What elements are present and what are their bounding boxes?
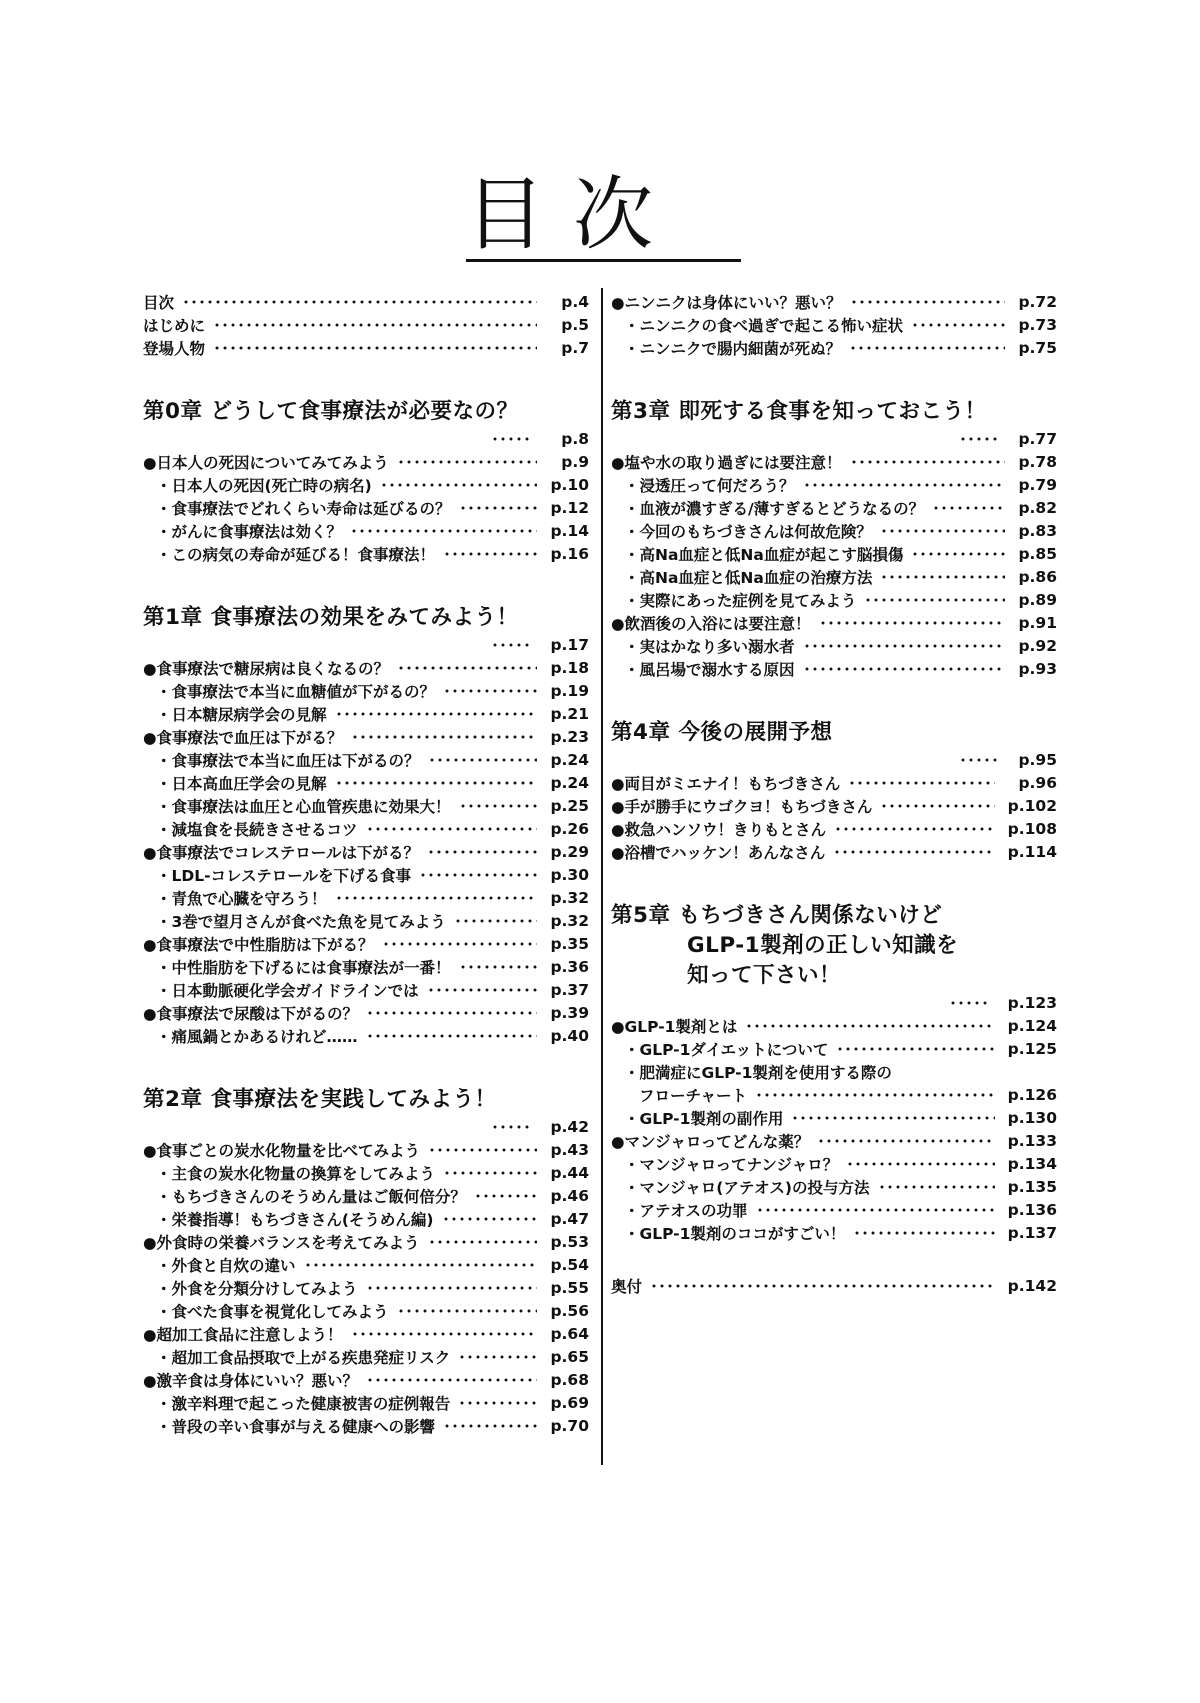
dot-leader: [491, 1125, 533, 1129]
dot-leader: [459, 804, 537, 808]
toc-subentry[interactable]: [611, 1060, 1057, 1083]
dot-leader: [428, 1148, 537, 1152]
chapter-4: [611, 718, 1057, 863]
toc-entry[interactable]: [611, 1014, 1057, 1037]
entry-label: ●食事療法でコレステロールは下がる？: [143, 843, 419, 862]
dot-leader: [335, 712, 537, 716]
dot-leader: [366, 827, 537, 831]
entry-page: p.14: [550, 521, 589, 540]
entry-label: ●食事療法で糖尿病は良くなるの？: [143, 659, 390, 678]
entry-page: p.69: [550, 1393, 589, 1412]
entry-page: p.32: [550, 888, 589, 907]
toc-subentry[interactable]: [143, 542, 589, 565]
entry-label: ・マンジャロ(アテオス)の投与方法: [624, 1178, 870, 1197]
dot-leader: [366, 1034, 537, 1038]
dot-leader: [791, 1116, 995, 1120]
toc-entry[interactable]: [143, 290, 589, 313]
entry-page: p.85: [1018, 544, 1057, 563]
toc-subentry[interactable]: [143, 794, 589, 817]
toc-subentry[interactable]: [611, 565, 1057, 588]
entry-page: p.75: [1018, 338, 1057, 357]
toc-subentry[interactable]: [611, 473, 1057, 496]
entry-label: ・日本高血圧学会の見解: [156, 774, 327, 793]
entry-page: p.78: [1018, 452, 1057, 471]
entry-label: ・ニンニクで腸内細菌が死ぬ？: [624, 339, 842, 358]
toc-subentry[interactable]: [611, 1106, 1057, 1129]
entry-label: ●両目がミエナイ！もちづきさん: [611, 774, 841, 793]
toc-subentry[interactable]: [143, 817, 589, 840]
dot-leader: [848, 781, 995, 785]
toc-subentry[interactable]: [143, 519, 589, 542]
entry-page: p.18: [550, 658, 589, 677]
entry-label: ・青魚で心臓を守ろう！: [156, 889, 327, 908]
chapter-page: p.123: [1007, 993, 1057, 1012]
entry-page: p.124: [1007, 1016, 1057, 1035]
entry-page: p.108: [1007, 819, 1057, 838]
toc-subentry[interactable]: [611, 1037, 1057, 1060]
entry-label: ・減塩食を長続きさせるコツ: [156, 820, 358, 839]
entry-label: ・血液が濃すぎる/薄すぎるとどうなるの？: [624, 499, 925, 518]
entry-page: p.4: [561, 292, 589, 311]
entry-page: p.92: [1018, 636, 1057, 655]
toc-subentry[interactable]: [143, 886, 589, 909]
entry-page: p.32: [550, 911, 589, 930]
entry-page: p.5: [561, 315, 589, 334]
chapter-1: [143, 603, 589, 1047]
entry-label: ・痛風鍋とかあるけれど……: [156, 1027, 358, 1046]
dot-leader: [834, 827, 995, 831]
toc-entry[interactable]: [143, 1230, 589, 1253]
dot-leader: [911, 323, 1005, 327]
entry-page: p.54: [550, 1255, 589, 1274]
toc-entry[interactable]: [143, 725, 589, 748]
dot-leader: [380, 483, 537, 487]
toc-entry[interactable]: [611, 1129, 1057, 1152]
entry-label: ●食事療法で中性脂肪は下がる？: [143, 935, 374, 954]
entry-page: p.10: [550, 475, 589, 494]
dot-leader: [850, 460, 1005, 464]
toc-entry[interactable]: [611, 771, 1057, 794]
toc-subentry[interactable]: [143, 771, 589, 794]
chapter-5: [611, 901, 1057, 1244]
dot-leader: [335, 896, 537, 900]
toc-subentry[interactable]: [143, 1391, 589, 1414]
entry-label: ・浸透圧って何だろう？: [624, 476, 795, 495]
entry-label: ●マンジャロってどんな薬？: [611, 1132, 810, 1151]
entry-page: p.12: [550, 498, 589, 517]
dot-leader: [350, 529, 537, 533]
toc-subentry[interactable]: [611, 519, 1057, 542]
entry-page: p.30: [550, 865, 589, 884]
toc-subentry[interactable]: [143, 978, 589, 1001]
dot-leader: [443, 689, 537, 693]
toc-entry[interactable]: [143, 840, 589, 863]
toc-subentry[interactable]: [143, 1207, 589, 1230]
dot-leader: [880, 575, 1005, 579]
chapter-page: p.95: [1018, 750, 1057, 769]
dot-leader: [182, 300, 537, 304]
toc-entry[interactable]: [143, 450, 589, 473]
entry-page: p.44: [550, 1163, 589, 1182]
toc-subentry[interactable]: [611, 336, 1057, 359]
entry-label: ●食事療法で尿酸は下がるの？: [143, 1004, 359, 1023]
chapter-title-line: 第5章 もちづきさん関係ないけど: [611, 903, 943, 928]
entry-page: p.40: [550, 1026, 589, 1045]
entry-label: ・アテオスの功罪: [624, 1201, 748, 1220]
entry-page: p.136: [1007, 1200, 1057, 1219]
dot-leader: [911, 552, 1005, 556]
toc-subentry[interactable]: [143, 1161, 589, 1184]
toc-subentry[interactable]: [611, 634, 1057, 657]
entry-label: ●食事ごとの炭水化物量を比べてみよう: [143, 1141, 421, 1160]
entry-label: ・GLP-1ダイエットについて: [624, 1040, 829, 1059]
entry-label: ・GLP-1製剤の副作用: [624, 1109, 784, 1128]
entry-label: ・外食を分類分けしてみよう: [156, 1279, 358, 1298]
toc-subentry[interactable]: [611, 1175, 1057, 1198]
entry-page: p.114: [1007, 842, 1057, 861]
toc-entry[interactable]: [143, 932, 589, 955]
toc-entry[interactable]: [611, 840, 1057, 863]
entry-label: ●激辛食は身体にいい？悪い？: [143, 1371, 359, 1390]
entry-label: ●手が勝手にウゴクヨ！もちづきさん: [611, 797, 873, 816]
entry-label: ・激辛料理で起こった健康被害の症例報告: [156, 1394, 451, 1413]
entry-label: ・普段の辛い食事が与える健康への影響: [156, 1417, 436, 1436]
toc-entry[interactable]: [143, 656, 589, 679]
toc-subentry[interactable]: [611, 657, 1057, 680]
dot-leader: [428, 758, 537, 762]
dot-leader: [458, 1401, 537, 1405]
entry-page: p.26: [550, 819, 589, 838]
entry-page: p.135: [1007, 1177, 1057, 1196]
toc-subentry[interactable]: [143, 1253, 589, 1276]
entry-page: p.35: [550, 934, 589, 953]
dot-leader: [427, 850, 537, 854]
entry-label: ●超加工食品に注意しよう！: [143, 1325, 343, 1344]
entry-label: ・日本動脈硬化学会ガイドラインでは: [156, 981, 419, 1000]
entry-page: p.130: [1007, 1108, 1057, 1127]
dot-leader: [833, 850, 995, 854]
entry-page: p.46: [550, 1186, 589, 1205]
entry-label: ・日本人の死因(死亡時の病名): [156, 476, 372, 495]
dot-leader: [949, 1001, 991, 1005]
chapter-page: p.42: [550, 1117, 589, 1136]
entry-label: ・3巻で望月さんが食べた魚を見てみよう: [156, 912, 446, 931]
entry-page: p.82: [1018, 498, 1057, 517]
colophon-entry[interactable]: [611, 1274, 1057, 1297]
toc-entry[interactable]: [143, 313, 589, 336]
dot-leader: [213, 323, 537, 327]
dot-leader: [850, 300, 1005, 304]
entry-label: ・外食と自炊の違い: [156, 1256, 296, 1275]
toc-subentry[interactable]: [611, 496, 1057, 519]
dot-leader: [755, 1093, 995, 1097]
entry-page: p.24: [550, 750, 589, 769]
dot-leader: [880, 804, 995, 808]
chapter-3: [611, 397, 1057, 680]
entry-label: ・GLP-1製剤のココがすごい！: [624, 1224, 846, 1243]
chapter-title[interactable]: 第1章 食事療法の効果をみてみよう！: [143, 605, 519, 630]
dot-leader: [878, 1185, 995, 1189]
toc-entry[interactable]: [143, 1138, 589, 1161]
toc-left-column: [143, 290, 589, 1437]
toc-subentry[interactable]: [143, 1276, 589, 1299]
chapter-2: [143, 1085, 589, 1437]
dot-leader: [849, 346, 1005, 350]
toc-subentry[interactable]: [611, 1221, 1057, 1244]
toc-subentry[interactable]: [143, 679, 589, 702]
entry-label: ・栄養指導！もちづきさん(そうめん編): [156, 1210, 434, 1229]
entry-page: p.72: [1018, 292, 1057, 311]
entry-page: p.137: [1007, 1223, 1057, 1242]
dot-leader: [427, 988, 537, 992]
chapter-page: p.8: [561, 429, 589, 448]
toc-subentry-continuation[interactable]: [611, 1083, 1057, 1106]
chapter-title[interactable]: 第0章 どうして食事療法が必要なの？: [143, 399, 519, 424]
entry-label: ・実際にあった症例を見てみよう: [624, 591, 857, 610]
entry-page: p.83: [1018, 521, 1057, 540]
entry-label: ●救急ハンソウ！きりもとさん: [611, 820, 827, 839]
entry-page: p.53: [550, 1232, 589, 1251]
chapter-title[interactable]: 第4章 今後の展開予想: [611, 720, 833, 745]
entry-page: p.133: [1007, 1131, 1057, 1150]
entry-label: ●浴槽でハッケン！あんなさん: [611, 843, 826, 862]
dot-leader: [443, 552, 537, 556]
dot-leader: [459, 965, 537, 969]
dot-leader: [959, 758, 1001, 762]
toc-entry[interactable]: [611, 817, 1057, 840]
entry-page: p.19: [550, 681, 589, 700]
dot-leader: [366, 1378, 537, 1382]
toc-subentry[interactable]: [143, 1345, 589, 1368]
dot-leader: [474, 1194, 537, 1198]
entry-label: ●外食時の栄養バランスを考えてみよう: [143, 1233, 420, 1252]
chapter-title[interactable]: 第3章 即死する食事を知っておこう！: [611, 399, 987, 424]
entry-page: p.9: [561, 452, 589, 471]
entry-page: p.126: [1007, 1085, 1057, 1104]
entry-page: p.29: [550, 842, 589, 861]
chapter-title-line: 知って下さい！: [687, 963, 842, 988]
dot-leader: [459, 506, 537, 510]
entry-page: p.7: [561, 338, 589, 357]
entry-label: ●食事療法で血圧は下がる？: [143, 728, 343, 747]
entry-page: p.79: [1018, 475, 1057, 494]
toc-entry[interactable]: [143, 336, 589, 359]
entry-page: p.64: [550, 1324, 589, 1343]
toc-subentry[interactable]: [143, 955, 589, 978]
dot-leader: [836, 1047, 995, 1051]
dot-leader: [304, 1263, 537, 1267]
entry-label: はじめに: [143, 316, 206, 335]
chapter-0: [143, 397, 589, 565]
page-title: 目次: [465, 172, 681, 257]
toc-subentry[interactable]: [143, 1024, 589, 1047]
toc-subentry[interactable]: [143, 473, 589, 496]
entry-label: ・食事療法でどれくらい寿命は延びるの？: [156, 499, 451, 518]
entry-page: p.43: [550, 1140, 589, 1159]
chapter-2-continued: [611, 290, 1057, 359]
entry-page: p.16: [550, 544, 589, 563]
dot-leader: [351, 735, 537, 739]
entry-page: p.125: [1007, 1039, 1057, 1058]
dot-leader: [650, 1284, 995, 1288]
dot-leader: [397, 1309, 537, 1313]
toc-subentry[interactable]: [143, 863, 589, 886]
entry-page: p.102: [1007, 796, 1057, 815]
dot-leader: [864, 598, 1005, 602]
entry-label: ・この病気の寿命が延びる！食事療法！: [156, 545, 436, 564]
entry-page: p.39: [550, 1003, 589, 1022]
entry-label: ・もちづきさんのそうめん量はご飯何倍分？: [156, 1187, 466, 1206]
entry-page: p.21: [550, 704, 589, 723]
entry-label: ●飲酒後の入浴には要注意！: [611, 614, 811, 633]
entry-label: 目次: [143, 293, 175, 312]
toc-entry[interactable]: [611, 450, 1057, 473]
dot-leader: [853, 1231, 995, 1235]
toc-subentry[interactable]: [143, 1184, 589, 1207]
dot-leader: [213, 346, 537, 350]
entry-label: フローチャート: [639, 1086, 748, 1105]
chapter-title[interactable]: [611, 901, 1057, 991]
entry-label: ●GLP-1製剤とは: [611, 1017, 738, 1036]
toc-subentry[interactable]: [611, 1152, 1057, 1175]
toc-entry[interactable]: [611, 290, 1057, 313]
entry-page: p.73: [1018, 315, 1057, 334]
entry-page: p.89: [1018, 590, 1057, 609]
entry-page: p.24: [550, 773, 589, 792]
dot-leader: [817, 1139, 995, 1143]
entry-label: ・がんに食事療法は効く？: [156, 522, 343, 541]
entry-label: ・実はかなり多い溺水者: [624, 637, 795, 656]
dot-leader: [382, 942, 537, 946]
entry-page: p.68: [550, 1370, 589, 1389]
toc-entry[interactable]: [611, 794, 1057, 817]
entry-page: p.86: [1018, 567, 1057, 586]
toc-subentry[interactable]: [143, 1299, 589, 1322]
dot-leader: [491, 643, 533, 647]
entry-label: ・食事療法は血圧と心血管疾患に効果大！: [156, 797, 451, 816]
entry-label: ●塩や水の取り過ぎには要注意！: [611, 453, 842, 472]
toc-subentry[interactable]: [611, 313, 1057, 336]
entry-page: p.23: [550, 727, 589, 746]
entry-label: ・高Na血症と低Na血症の治療方法: [624, 568, 873, 587]
toc-entry[interactable]: [143, 1001, 589, 1024]
entry-label: ・風呂場で溺水する原因: [624, 660, 795, 679]
title-underline: [466, 259, 741, 262]
chapter-title[interactable]: 第2章 食事療法を実践してみよう！: [143, 1087, 497, 1112]
entry-label: 奥付: [611, 1277, 643, 1296]
dot-leader: [443, 1171, 537, 1175]
dot-leader: [932, 506, 1005, 510]
dot-leader: [745, 1024, 995, 1028]
entry-page: p.70: [550, 1416, 589, 1435]
entry-label: ●ニンニクは身体にいい？悪い？: [611, 293, 842, 312]
entry-label: ・肥満症にGLP-1製剤を使用する際の: [624, 1063, 892, 1082]
dot-leader: [443, 1424, 537, 1428]
entry-label: ・主食の炭水化物量の換算をしてみよう: [156, 1164, 436, 1183]
toc-subentry[interactable]: [143, 909, 589, 932]
dot-leader: [959, 437, 1001, 441]
entry-label: ・食べた食事を視覚化してみよう: [156, 1302, 389, 1321]
entry-page: p.96: [1018, 773, 1057, 792]
toc-subentry[interactable]: [143, 1414, 589, 1437]
dot-leader: [803, 667, 1005, 671]
dot-leader: [846, 1162, 995, 1166]
toc-subentry[interactable]: [611, 1198, 1057, 1221]
dot-leader: [803, 483, 1005, 487]
entry-label: ・マンジャロってナンジャロ？: [624, 1155, 839, 1174]
entry-page: p.65: [550, 1347, 589, 1366]
toc-subentry[interactable]: [143, 748, 589, 771]
dot-leader: [366, 1011, 537, 1015]
column-divider: [601, 288, 603, 1465]
entry-page: p.25: [550, 796, 589, 815]
dot-leader: [351, 1332, 537, 1336]
entry-page: p.55: [550, 1278, 589, 1297]
dot-leader: [442, 1217, 537, 1221]
dot-leader: [335, 781, 537, 785]
front-matter: [143, 290, 589, 359]
dot-leader: [803, 644, 1005, 648]
entry-page: p.91: [1018, 613, 1057, 632]
entry-label: ・中性脂肪を下げるには食事療法が一番！: [156, 958, 451, 977]
toc-subentry[interactable]: [143, 496, 589, 519]
entry-label: ・今回のもちづきさんは何故危険？: [624, 522, 872, 541]
toc-subentry[interactable]: [143, 702, 589, 725]
entry-page: p.93: [1018, 659, 1057, 678]
dot-leader: [756, 1208, 995, 1212]
entry-label: ・日本糖尿病学会の見解: [156, 705, 327, 724]
entry-page: p.36: [550, 957, 589, 976]
entry-page: p.142: [1007, 1276, 1057, 1295]
entry-label: ●日本人の死因についてみてみよう: [143, 453, 389, 472]
entry-label: ・食事療法で本当に血圧は下がるの？: [156, 751, 420, 770]
dot-leader: [819, 621, 1005, 625]
entry-page: p.47: [550, 1209, 589, 1228]
dot-leader: [397, 460, 537, 464]
entry-label: ・高Na血症と低Na血症が起こす脳損傷: [624, 545, 904, 564]
toc-entry[interactable]: [611, 611, 1057, 634]
toc-subentry[interactable]: [611, 542, 1057, 565]
entry-label: ・食事療法で本当に血糖値が下がるの？: [156, 682, 436, 701]
toc-right-column: [611, 290, 1057, 1297]
dot-leader: [419, 873, 537, 877]
entry-page: p.134: [1007, 1154, 1057, 1173]
dot-leader: [454, 919, 537, 923]
entry-label: ・ニンニクの食べ過ぎで起こる怖い症状: [624, 316, 904, 335]
toc-entry[interactable]: [143, 1368, 589, 1391]
chapter-page: p.17: [550, 635, 589, 654]
entry-page: p.37: [550, 980, 589, 999]
chapter-title-line: GLP-1製剤の正しい知識を: [687, 933, 959, 958]
entry-label: ・LDL-コレステロールを下げる食事: [156, 866, 411, 885]
dot-leader: [880, 529, 1005, 533]
entry-page: p.56: [550, 1301, 589, 1320]
toc-entry[interactable]: [143, 1322, 589, 1345]
entry-label: 登場人物: [143, 339, 206, 358]
dot-leader: [458, 1355, 537, 1359]
toc-subentry[interactable]: [611, 588, 1057, 611]
dot-leader: [397, 666, 537, 670]
dot-leader: [366, 1286, 537, 1290]
dot-leader: [428, 1240, 537, 1244]
dot-leader: [491, 437, 533, 441]
entry-label: ・超加工食品摂取で上がる疾患発症リスク: [156, 1348, 451, 1367]
chapter-page: p.77: [1018, 429, 1057, 448]
